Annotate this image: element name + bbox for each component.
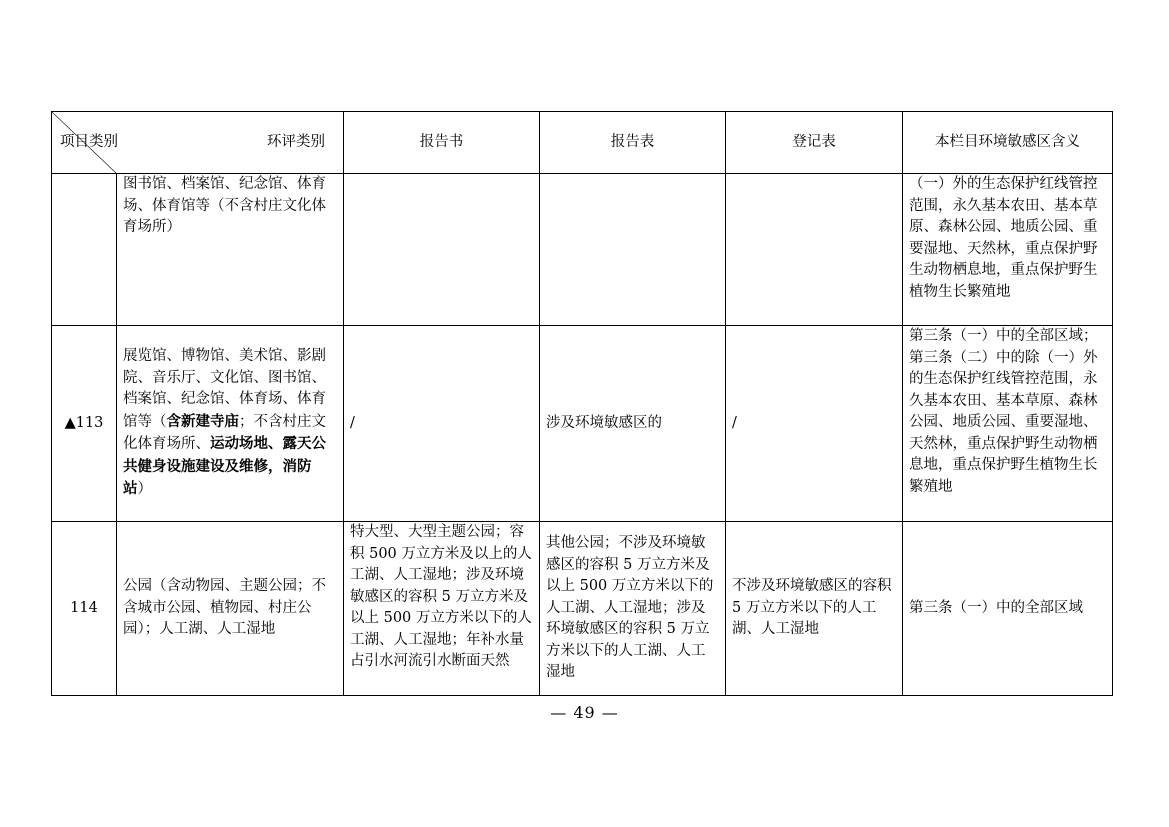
col-registration: 登记表 <box>726 112 903 174</box>
sensitive-area-cell: 第三条（一）中的全部区域 <box>903 522 1113 696</box>
registration-cell <box>726 174 903 326</box>
header-diagonal-cell <box>52 112 344 174</box>
project-cell: 公园（含动物园、主题公园；不含城市公园、植物园、村庄公园）；人工湖、人工湿地 <box>117 522 344 696</box>
report-form-cell: 其他公园；不涉及环境敏感区的容积 5 万立方米及以上 500 万立方米以下的人工湖、人工湿地；涉及环境敏感区的容积 5 万立方米以下的人工湖、人工湿地 <box>540 522 726 696</box>
registration-cell: 不涉及环境敏感区的容积 5 万立方米以下的人工湖、人工湿地 <box>726 522 903 696</box>
header-row <box>52 112 1113 174</box>
project-text-bold: 运动场地、露天公共健身设施建设及维修，消防站 <box>123 435 326 498</box>
report-book-cell <box>344 174 540 326</box>
sensitive-area-cell: （一）外的生态保护红线管控范围，永久基本农田、基本草原、森林公园、地质公园、重要湿地、天然林，重点保护野生动物栖息地，重点保护野生植物生长繁殖地 <box>903 174 1113 326</box>
row-number: ▲113 <box>52 326 117 522</box>
regulation-table <box>51 111 1113 696</box>
project-cell <box>117 326 344 522</box>
project-text: 展览馆、博物馆、美术馆、影剧院、音乐厅、文化馆、图书馆、档案馆、纪念馆、体育场、体育馆等（ <box>123 348 326 430</box>
col-report-book: 报告书 <box>344 112 540 174</box>
report-book-cell: / <box>344 326 540 522</box>
row-number: 114 <box>52 522 117 696</box>
project-category-label: 项目类别 <box>60 134 118 150</box>
page-number: — 49 — <box>550 703 619 722</box>
table-row <box>52 522 1113 696</box>
project-cell: 图书馆、档案馆、纪念馆、体育场、体育馆等（不含村庄文化体育场所） <box>117 174 344 326</box>
project-text: ；不含村庄文化体育场所、 <box>123 413 326 453</box>
eia-category-label: 环评类别 <box>267 134 325 150</box>
report-form-cell <box>540 174 726 326</box>
col-report-form: 报告表 <box>540 112 726 174</box>
table-row <box>52 326 1113 522</box>
sensitive-area-cell: 第三条（一）中的全部区域；第三条（二）中的除（一）外的生态保护红线管控范围，永久基本农田、基本草原、森林公园、地质公园、重要湿地、天然林，重点保护野生动物栖息地，重点保护野生植物生长繁殖地 <box>903 326 1113 522</box>
registration-cell: / <box>726 326 903 522</box>
project-text: ） <box>137 481 152 498</box>
col-sensitive-area: 本栏目环境敏感区含义 <box>903 112 1113 174</box>
report-form-cell: 涉及环境敏感区的 <box>540 326 726 522</box>
table-row <box>52 174 1113 326</box>
row-number <box>52 174 117 326</box>
project-text-bold: 含新建寺庙 <box>166 412 239 430</box>
report-book-cell: 特大型、大型主题公园；容积 500 万立方米及以上的人工湖、人工湿地；涉及环境敏感区的容积 5 万立方米及以上 500 万立方米以下的人工湖、人工湿地；年补水量占引水河流引水断面天然 <box>344 522 540 696</box>
